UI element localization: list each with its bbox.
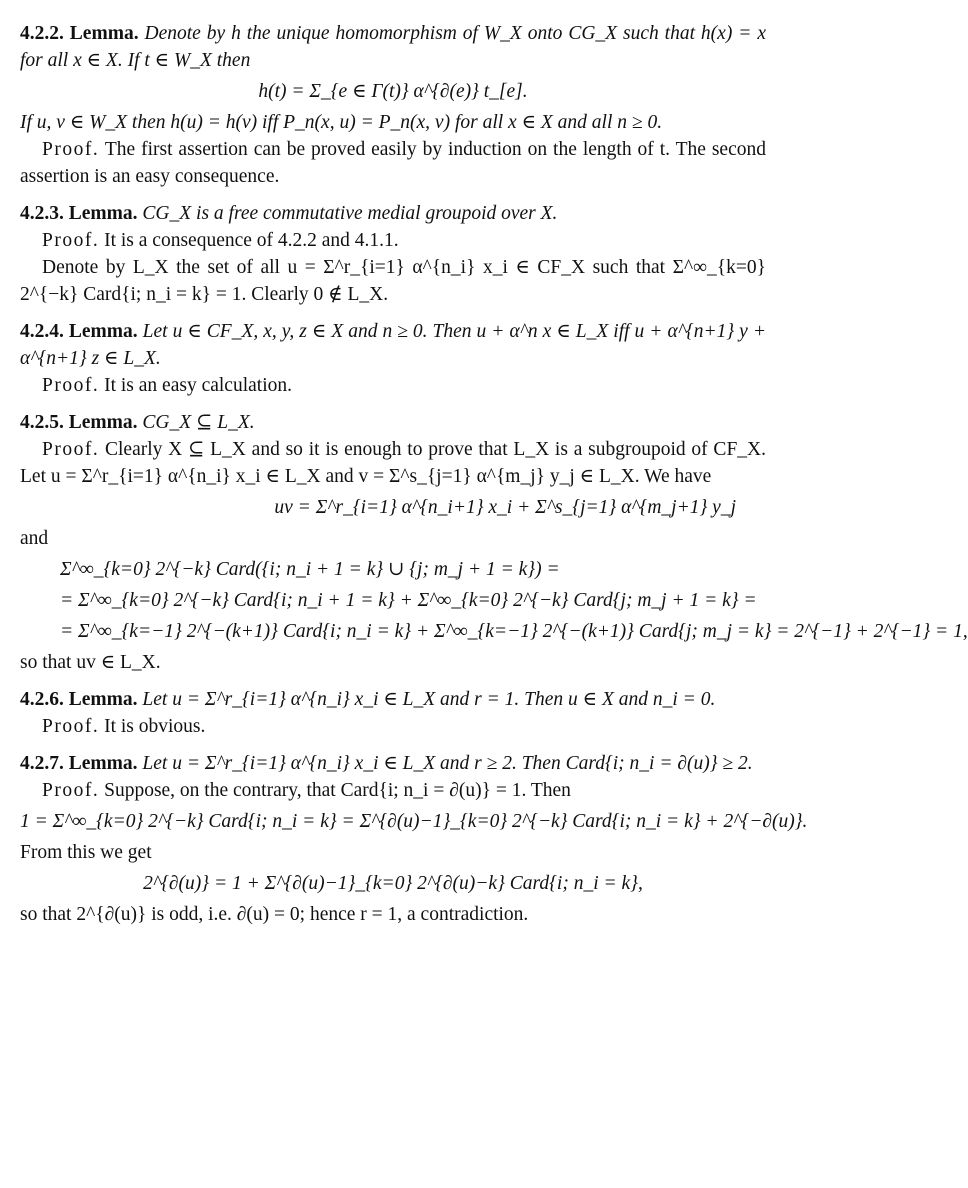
body-paragraph: Denote by L_X the set of all u = Σ^r_{i=1} α^{n_i} x_i ∈ CF_X such that Σ^∞_{k=0} 2^{−k} Card{i; n_i = k} = 1. Clearly 0 ∉ L_X. <box>20 257 766 305</box>
display-equation: h(t) = Σ_{e ∈ Γ(t)} α^{∂(e)} t_[e]. <box>258 81 528 102</box>
display-equation: uv = Σ^r_{i=1} α^{n_i+1} x_i + Σ^s_{j=1} α^{m_j+1} y_j <box>274 497 736 518</box>
proof-label: Proof. <box>42 230 100 251</box>
display-equation: Σ^∞_{k=0} 2^{−k} Card({i; n_i + 1 = k} ∪ {j; m_j + 1 = k}) = <box>60 559 560 580</box>
lemma-title: 4.2.5. Lemma. <box>20 412 138 433</box>
display-equation: = Σ^∞_{k=0} 2^{−k} Card{i; n_i + 1 = k} + Σ^∞_{k=0} 2^{−k} Card{j; m_j + 1 = k} = <box>60 590 757 611</box>
proof-text: It is a consequence of 4.2.2 and 4.1.1. <box>104 230 399 251</box>
lemma-statement <box>20 318 766 372</box>
display-equation: 1 = Σ^∞_{k=0} 2^{−k} Card{i; n_i = k} = Σ^{∂(u)−1}_{k=0} 2^{−k} Card{i; n_i = k} + 2^{−∂(u)}. <box>20 811 808 832</box>
proof-text: The first assertion can be proved easily by induction on the length of t. The second assertion is an easy consequence. <box>20 139 766 187</box>
lemma-text: Let u = Σ^r_{i=1} α^{n_i} x_i ∈ L_X and r = 1. Then u ∈ X and n_i = 0. <box>142 689 716 710</box>
body-paragraph: From this we get <box>20 842 152 863</box>
display-equation: = Σ^∞_{k=−1} 2^{−(k+1)} Card{i; n_i = k} + Σ^∞_{k=−1} 2^{−(k+1)} Card{j; m_j = k} = 2^{−1} + 2^{−1} = 1, <box>60 621 968 642</box>
lemma-statement <box>20 20 766 74</box>
display-equation: 2^{∂(u)} = 1 + Σ^{∂(u)−1}_{k=0} 2^{∂(u)−k} Card{i; n_i = k}, <box>143 873 643 894</box>
proof-text: It is obvious. <box>104 716 206 737</box>
lemma-statement <box>20 409 766 436</box>
body-paragraph: and <box>20 528 49 549</box>
proof-text: Suppose, on the contrary, that Card{i; n_i = ∂(u)} = 1. Then <box>104 780 571 801</box>
lemma-text: CG_X is a free commutative medial groupoid over X. <box>142 203 558 224</box>
lemma-text: Let u ∈ CF_X, x, y, z ∈ X and n ≥ 0. Then u + α^n x ∈ L_X iff u + α^{n+1} y + α^{n+1} z ∈ L_X. <box>20 321 766 369</box>
proof-label: Proof. <box>42 439 100 460</box>
proof-label: Proof. <box>42 780 100 801</box>
proof-label: Proof. <box>42 375 100 396</box>
body-paragraph: so that 2^{∂(u)} is odd, i.e. ∂(u) = 0; hence r = 1, a contradiction. <box>20 904 529 925</box>
lemma-statement <box>20 750 766 777</box>
lemma-title: 4.2.6. Lemma. <box>20 689 138 710</box>
body-paragraph: If u, v ∈ W_X then h(u) = h(v) iff P_n(x, u) = P_n(x, v) for all x ∈ X and all n ≥ 0. <box>20 112 663 133</box>
lemma-title: 4.2.7. Lemma. <box>20 753 138 774</box>
proof <box>20 436 766 490</box>
lemma-statement <box>20 200 766 227</box>
lemma-text: Let u = Σ^r_{i=1} α^{n_i} x_i ∈ L_X and r ≥ 2. Then Card{i; n_i = ∂(u)} ≥ 2. <box>142 753 753 774</box>
lemma-title: 4.2.3. Lemma. <box>20 203 138 224</box>
proof <box>20 227 766 254</box>
lemma-statement <box>20 686 766 713</box>
proof-text: Clearly X ⊆ L_X and so it is enough to prove that L_X is a subgroupoid of CF_X. Let u = Σ^r_{i=1} α^{n_i} x_i ∈ L_X and v = Σ^s_{j=1} α^{m_j} y_j ∈ L_X. We have <box>20 439 766 487</box>
lemma-text: CG_X ⊆ L_X. <box>142 412 255 433</box>
proof-text: It is an easy calculation. <box>104 375 292 396</box>
proof <box>20 372 766 399</box>
proof <box>20 136 766 190</box>
proof <box>20 713 766 740</box>
proof-label: Proof. <box>42 139 100 160</box>
lemma-text: Denote by h the unique homomorphism of W_X onto CG_X such that h(x) = x for all x ∈ X. If t ∈ W_X then <box>20 23 766 71</box>
proof <box>20 777 766 804</box>
proof-label: Proof. <box>42 716 100 737</box>
lemma-title: 4.2.4. Lemma. <box>20 321 138 342</box>
lemma-title: 4.2.2. Lemma. <box>20 23 139 44</box>
body-paragraph: so that uv ∈ L_X. <box>20 652 161 673</box>
